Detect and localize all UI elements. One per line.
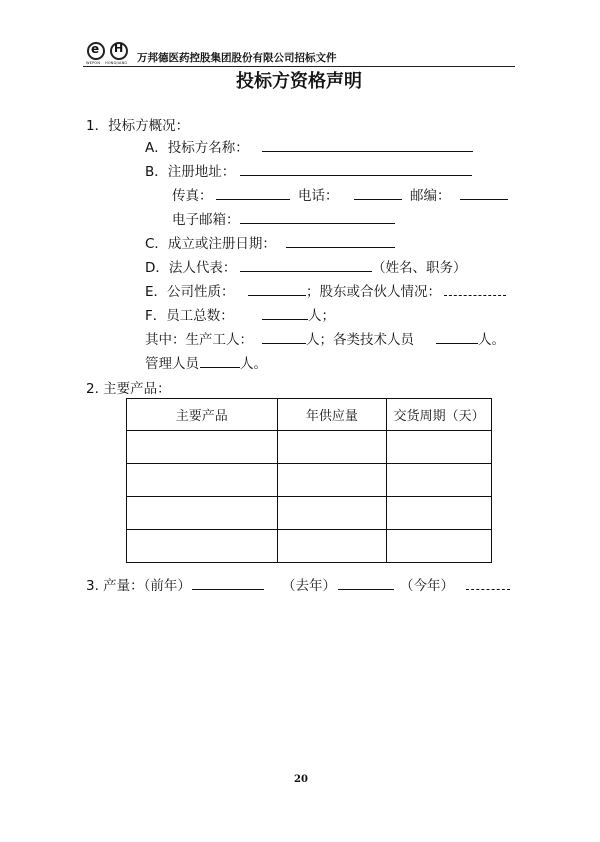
table-cell[interactable] bbox=[127, 431, 278, 464]
section3-heading: 3. 产量：（前年） bbox=[86, 578, 191, 594]
registered-address-label: B．注册地址： bbox=[145, 164, 236, 180]
staff-total-field[interactable] bbox=[262, 319, 308, 320]
production-workers-field[interactable] bbox=[262, 343, 306, 344]
table-cell[interactable] bbox=[387, 431, 492, 464]
page-title: 投标方资格声明 bbox=[236, 71, 362, 92]
tech-staff-unit: 人。 bbox=[478, 332, 505, 348]
company-logo-right-glyph: H bbox=[114, 42, 124, 55]
table-header-row bbox=[127, 399, 492, 431]
output-last-year-field[interactable] bbox=[338, 589, 394, 590]
table-cell[interactable] bbox=[277, 464, 387, 497]
shareholders-label: ；股东或合伙人情况： bbox=[306, 284, 441, 300]
table-cell[interactable] bbox=[387, 497, 492, 530]
staff-total-unit: 人； bbox=[308, 308, 335, 324]
output-this-year-field[interactable] bbox=[466, 589, 510, 590]
table-cell[interactable] bbox=[127, 497, 278, 530]
col-header-product: 主要产品 bbox=[127, 399, 278, 431]
section2-heading: 2. 主要产品： bbox=[86, 381, 171, 397]
fax-field[interactable] bbox=[216, 199, 290, 200]
col-header-annual-supply: 年供应量 bbox=[277, 399, 387, 431]
table-cell[interactable] bbox=[387, 464, 492, 497]
table-cell[interactable] bbox=[127, 530, 278, 563]
phone-label: 电话： bbox=[298, 188, 339, 204]
header-company-document: 万邦德医药控股集团股份有限公司招标文件 bbox=[137, 52, 337, 64]
page-number: 20 bbox=[294, 774, 308, 785]
managers-field[interactable] bbox=[200, 367, 240, 368]
output-this-year-label: （今年） bbox=[400, 578, 454, 594]
postcode-label: 邮编： bbox=[410, 188, 451, 204]
postcode-field[interactable] bbox=[460, 199, 508, 200]
col-header-delivery-cycle: 交货周期（天） bbox=[387, 399, 492, 431]
phone-field[interactable] bbox=[354, 199, 402, 200]
table-row bbox=[127, 497, 492, 530]
company-nature-label: E．公司性质： bbox=[145, 284, 235, 300]
registered-address-field[interactable] bbox=[240, 175, 472, 176]
legal-rep-label: D．法人代表： bbox=[145, 260, 237, 276]
company-logo-left-glyph: e bbox=[91, 42, 100, 56]
tech-staff-field[interactable] bbox=[436, 343, 478, 344]
legal-rep-field[interactable] bbox=[240, 271, 372, 272]
section1-heading: 1．投标方概况： bbox=[86, 118, 190, 134]
founded-date-field[interactable] bbox=[286, 247, 395, 248]
founded-date-label: C．成立或注册日期： bbox=[145, 236, 276, 252]
email-field[interactable] bbox=[240, 223, 395, 224]
logo-right-caption: HONGJIANG bbox=[105, 61, 128, 65]
table-cell[interactable] bbox=[127, 464, 278, 497]
table-cell[interactable] bbox=[277, 497, 387, 530]
managers-unit: 人。 bbox=[240, 356, 267, 372]
output-last-year-label: （去年） bbox=[282, 578, 336, 594]
company-nature-field[interactable] bbox=[248, 295, 306, 296]
table-cell[interactable] bbox=[277, 431, 387, 464]
table-row bbox=[127, 464, 492, 497]
production-workers-unit: 人；各类技术人员 bbox=[306, 332, 414, 348]
bidder-name-label: A．投标方名称： bbox=[145, 140, 249, 156]
bidder-name-field[interactable] bbox=[262, 151, 473, 152]
legal-rep-note: （姓名、职务） bbox=[372, 260, 467, 276]
shareholders-field[interactable] bbox=[444, 295, 506, 296]
table-cell[interactable] bbox=[387, 530, 492, 563]
fax-label: 传真： bbox=[172, 188, 213, 204]
products-table bbox=[126, 398, 492, 563]
production-workers-label: 其中：生产工人： bbox=[145, 332, 253, 348]
staff-total-label: F．员工总数： bbox=[145, 308, 234, 324]
output-prior-year-field[interactable] bbox=[192, 589, 264, 590]
email-label: 电子邮箱： bbox=[172, 212, 240, 228]
managers-label: 管理人员 bbox=[145, 356, 199, 372]
logo-left-caption: WEPON bbox=[86, 61, 101, 65]
table-row bbox=[127, 431, 492, 464]
table-row bbox=[127, 530, 492, 563]
table-cell[interactable] bbox=[277, 530, 387, 563]
